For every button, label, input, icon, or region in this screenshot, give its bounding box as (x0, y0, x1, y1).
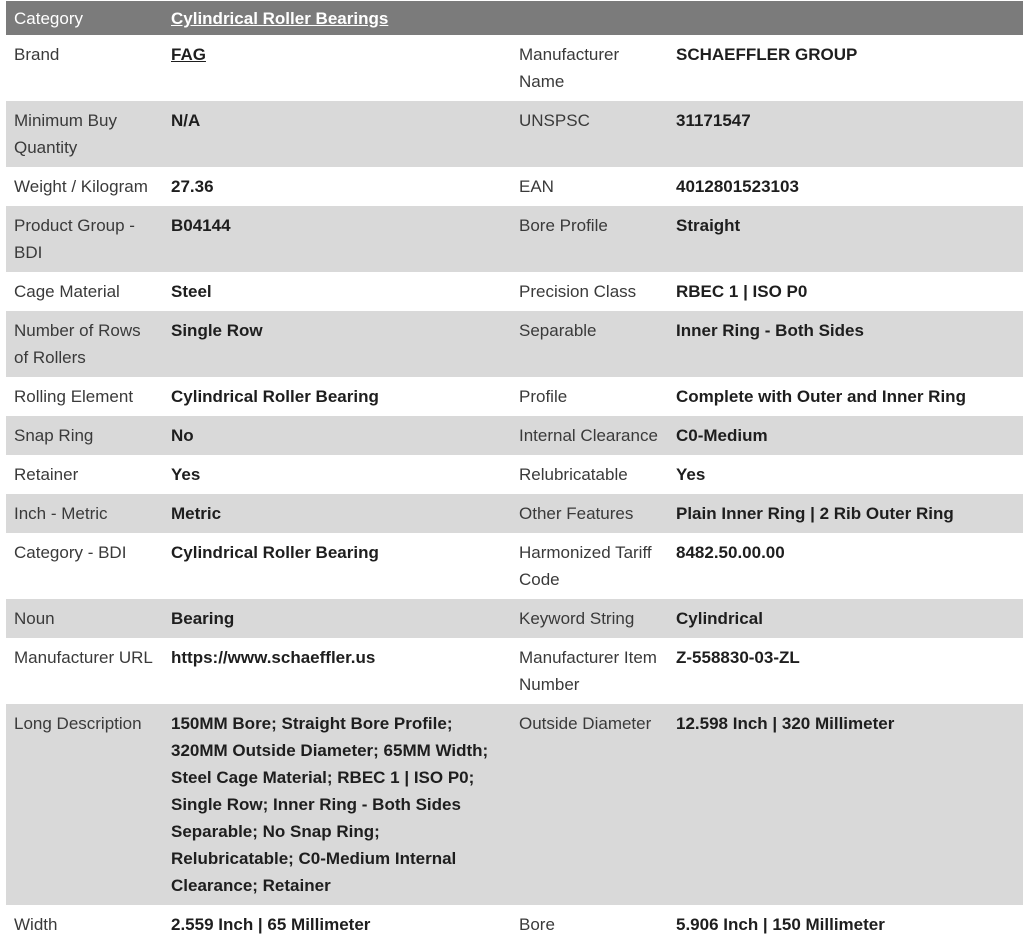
category-header-row (6, 1, 1023, 35)
table-row (6, 272, 1023, 311)
spec-label: Manufacturer URL (6, 638, 163, 704)
spec-value: Z-558830-03-ZL (668, 638, 1023, 704)
spec-value: Plain Inner Ring | 2 Rib Outer Ring (668, 494, 1023, 533)
spec-label: Rolling Element (6, 377, 163, 416)
spec-value: 8482.50.00.00 (668, 533, 1023, 599)
spec-label: Bore (511, 905, 668, 944)
spec-value: Metric (163, 494, 511, 533)
spec-label: Snap Ring (6, 416, 163, 455)
spec-label: Number of Rows of Rollers (6, 311, 163, 377)
table-row (6, 455, 1023, 494)
spec-value: RBEC 1 | ISO P0 (668, 272, 1023, 311)
spec-label: Long Description (6, 704, 163, 905)
spec-value: SCHAEFFLER GROUP (668, 35, 1023, 101)
spec-value: Cylindrical Roller Bearing (163, 377, 511, 416)
spec-label: EAN (511, 167, 668, 206)
long-description-value: 150MM Bore; Straight Bore Profile; 320MM Outside Diameter; 65MM Width; Steel Cage Material; RBEC 1 | ISO P0; Single Row; Inner Ring - Both Sides Separable; No Snap Ring; Relubricatable; C0-Medium Internal Clearance; Retainer (163, 704, 511, 905)
category-link[interactable]: Cylindrical Roller Bearings (171, 9, 389, 28)
spec-label: Inch - Metric (6, 494, 163, 533)
spec-value: https://www.schaeffler.us (163, 638, 511, 704)
spec-value: Cylindrical (668, 599, 1023, 638)
spec-value: Cylindrical Roller Bearing (163, 533, 511, 599)
spec-value: 4012801523103 (668, 167, 1023, 206)
table-row (6, 599, 1023, 638)
spec-label: Manufacturer Name (511, 35, 668, 101)
spec-value: Steel (163, 272, 511, 311)
spec-value: C0-Medium (668, 416, 1023, 455)
spec-value: Yes (163, 455, 511, 494)
table-row (6, 905, 1023, 944)
table-row (6, 704, 1023, 905)
spec-value: N/A (163, 101, 511, 167)
category-value (163, 1, 1023, 35)
specifications-table (6, 1, 1023, 944)
spec-label: Minimum Buy Quantity (6, 101, 163, 167)
spec-label: Bore Profile (511, 206, 668, 272)
spec-value: Yes (668, 455, 1023, 494)
table-row (6, 35, 1023, 101)
brand-link[interactable]: FAG (171, 45, 206, 64)
spec-label: Weight / Kilogram (6, 167, 163, 206)
spec-label: Manufacturer Item Number (511, 638, 668, 704)
spec-label: Retainer (6, 455, 163, 494)
spec-label: Harmonized Tariff Code (511, 533, 668, 599)
spec-label: Width (6, 905, 163, 944)
spec-value: Inner Ring - Both Sides (668, 311, 1023, 377)
spec-label: Internal Clearance (511, 416, 668, 455)
spec-label: Category - BDI (6, 533, 163, 599)
spec-label: Keyword String (511, 599, 668, 638)
table-row (6, 638, 1023, 704)
category-label: Category (6, 1, 163, 35)
spec-label: Relubricatable (511, 455, 668, 494)
spec-label: Outside Diameter (511, 704, 668, 905)
spec-label: Noun (6, 599, 163, 638)
table-row (6, 533, 1023, 599)
spec-value: Bearing (163, 599, 511, 638)
spec-value: Complete with Outer and Inner Ring (668, 377, 1023, 416)
spec-value: Straight (668, 206, 1023, 272)
spec-label: Other Features (511, 494, 668, 533)
spec-value: No (163, 416, 511, 455)
spec-label: Brand (6, 35, 163, 101)
spec-label: Profile (511, 377, 668, 416)
spec-label: UNSPSC (511, 101, 668, 167)
table-row (6, 494, 1023, 533)
table-row (6, 311, 1023, 377)
table-row (6, 206, 1023, 272)
spec-label: Cage Material (6, 272, 163, 311)
spec-value: B04144 (163, 206, 511, 272)
spec-label: Product Group - BDI (6, 206, 163, 272)
table-row (6, 101, 1023, 167)
spec-value (163, 35, 511, 101)
table-row (6, 377, 1023, 416)
spec-value: 12.598 Inch | 320 Millimeter (668, 704, 1023, 905)
spec-label: Precision Class (511, 272, 668, 311)
spec-value: 27.36 (163, 167, 511, 206)
table-row (6, 416, 1023, 455)
spec-value: 31171547 (668, 101, 1023, 167)
spec-label: Separable (511, 311, 668, 377)
spec-value: 2.559 Inch | 65 Millimeter (163, 905, 511, 944)
spec-value: 5.906 Inch | 150 Millimeter (668, 905, 1023, 944)
table-row (6, 167, 1023, 206)
spec-value: Single Row (163, 311, 511, 377)
